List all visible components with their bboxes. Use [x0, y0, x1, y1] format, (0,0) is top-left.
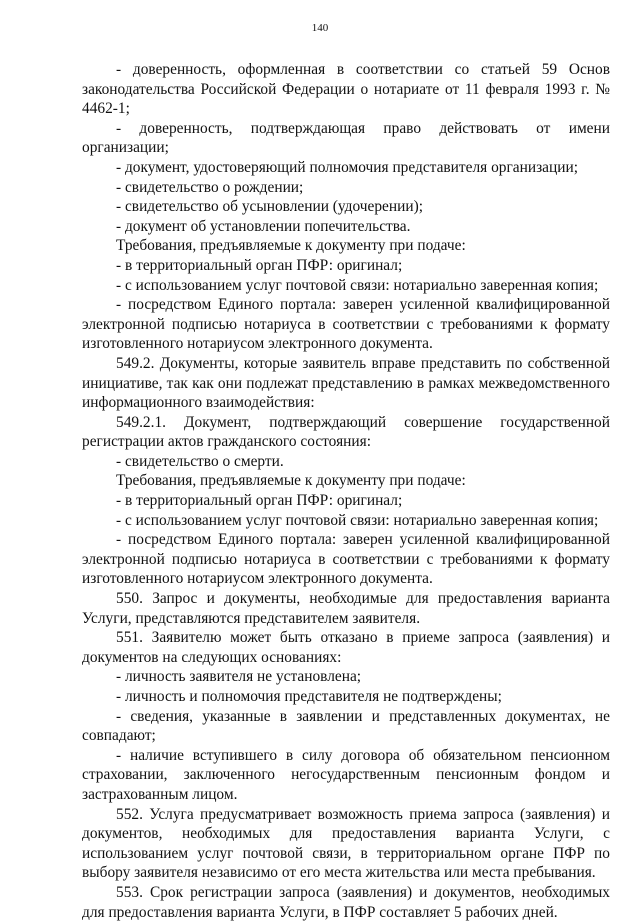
paragraph: 552. Услуга предусматривает возможность приема запроса (заявления) и документов, необходимых для предоставления варианта Услуги, с использованием услуг почтовой связи, в территориальном органе ПФР по выбору заявителя независимо от его места жительства или места пребывания.	[82, 805, 610, 882]
paragraph: 549.2. Документы, которые заявитель вправе представить по собственной инициативе, так как они подлежат представлению в рамках межведомственного информационного взаимодействия:	[82, 354, 610, 412]
list-item: - посредством Единого портала: заверен усиленной квалифицированной электронной подписью нотариуса в соответствии с требованиями к формату изготовленного нотариусом электронного документа.	[82, 531, 610, 588]
list-item: - с использованием услуг почтовой связи: нотариально заверенная копия;	[116, 276, 599, 294]
document-body	[82, 60, 610, 922]
list-item: - личность и полномочия представителя не подтверждены;	[116, 688, 502, 705]
list-item: - в территориальный орган ПФР: оригинал;	[116, 492, 403, 510]
paragraph: 549.2.1. Документ, подтверждающий совершение государственной регистрации актов гражданского состояния:	[82, 413, 610, 451]
paragraph: 550. Запрос и документы, необходимые для предоставления варианта Услуги, представляются представителем заявителя.	[82, 590, 610, 627]
list-item: - с использованием услуг почтовой связи: нотариально заверенная копия;	[116, 511, 599, 529]
list-item: - документ, удостоверяющий полномочия представителя организации;	[116, 158, 578, 176]
list-item: - свидетельство о смерти.	[116, 452, 284, 470]
list-item: - сведения, указанные в заявлении и представленных документах, не совпадают;	[82, 707, 610, 745]
paragraph: 551. Заявителю может быть отказано в приеме запроса (заявления) и документов на следующих основаниях:	[82, 629, 610, 666]
list-item: - доверенность, подтверждающая право действовать от имени организации;	[82, 119, 610, 157]
paragraph: Требования, предъявляемые к документу при подаче:	[116, 472, 466, 490]
list-item: - личность заявителя не установлена;	[116, 668, 362, 686]
page-number: 140	[311, 22, 329, 34]
paragraph: 553. Срок регистрации запроса (заявления) и документов, необходимых для предоставления варианта Услуги, в ПФР составляет 5 рабочих дней.	[82, 883, 610, 921]
list-item: - документ об установлении попечительства.	[116, 217, 411, 235]
list-item: - посредством Единого портала: заверен усиленной квалифицированной электронной подписью нотариуса в соответствии с требованиями к формату изготовленного нотариусом электронного документа.	[82, 296, 610, 353]
list-item: - наличие вступившего в силу договора об обязательном пенсионном страховании, заключенного негосударственным пенсионным фондом и застрахованным лицом.	[82, 746, 610, 803]
list-item: - доверенность, оформленная в соответствии со статьей 59 Основ законодательства Российской Федерации о нотариате от 11 февраля 1993 г. № 4462-1;	[82, 61, 610, 118]
list-item: - свидетельство о рождении;	[116, 178, 304, 196]
paragraph: Требования, предъявляемые к документу при подаче:	[116, 237, 466, 255]
list-item: - в территориальный орган ПФР: оригинал;	[116, 256, 403, 274]
list-item: - свидетельство об усыновлении (удочерении);	[116, 198, 423, 216]
